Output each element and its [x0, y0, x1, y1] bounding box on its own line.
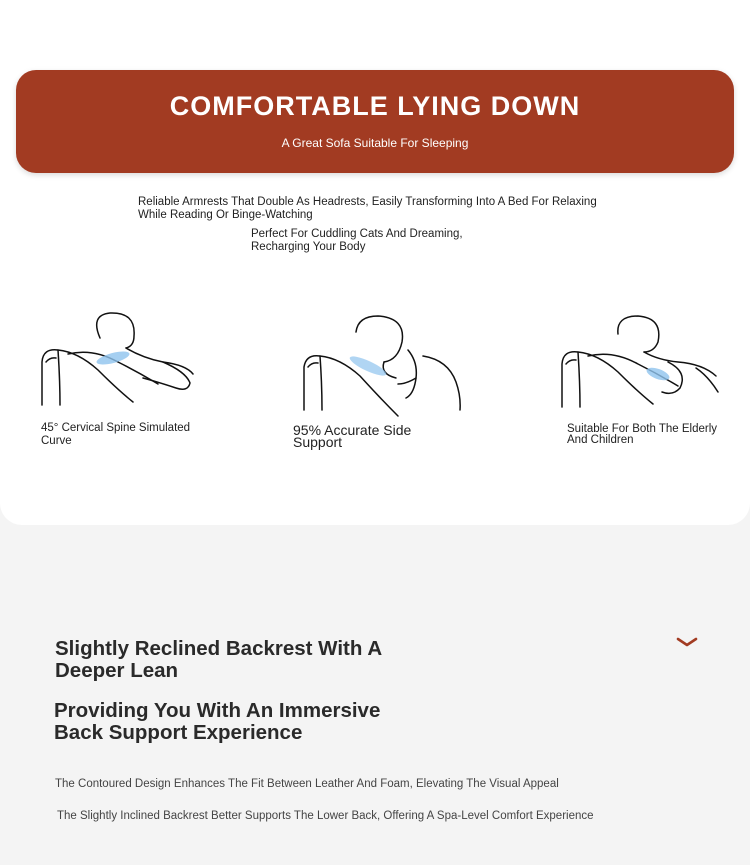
section-banner: [16, 70, 734, 173]
chevron-down-icon: [676, 636, 698, 648]
section-paragraph-1: The Contoured Design Enhances The Fit Between Leather And Foam, Elevating The Visual Appeal: [55, 778, 559, 790]
feature-label-cervical: 45° Cervical Spine Simulated Curve: [41, 422, 191, 447]
section-paragraph-2: The Slightly Inclined Backrest Better Supports The Lower Back, Offering A Spa-Level Comfort Experience: [57, 810, 594, 822]
feature-label-family: Suitable For Both The Elderly And Children: [567, 423, 718, 446]
section-heading-1: Slightly Reclined Backrest With A Deeper Lean: [55, 637, 382, 682]
cervical-curve-illustration-icon: [38, 310, 203, 415]
banner-title: COMFORTABLE LYING DOWN: [169, 91, 581, 121]
description-line-2: Perfect For Cuddling Cats And Dreaming, Recharging Your Body: [251, 228, 463, 253]
section-heading-2: Providing You With An Immersive Back Support Experience: [54, 699, 381, 744]
banner-subtitle: A Great Sofa Suitable For Sleeping: [281, 136, 469, 150]
side-support-illustration-icon: [298, 312, 468, 420]
description-line-1: Reliable Armrests That Double As Headrests, Easily Transforming Into A Bed For Relaxing While Reading Or Binge-Watching: [138, 196, 597, 221]
family-use-illustration-icon: [558, 312, 723, 412]
feature-label-side-support: 95% Accurate Side Support: [293, 422, 412, 450]
